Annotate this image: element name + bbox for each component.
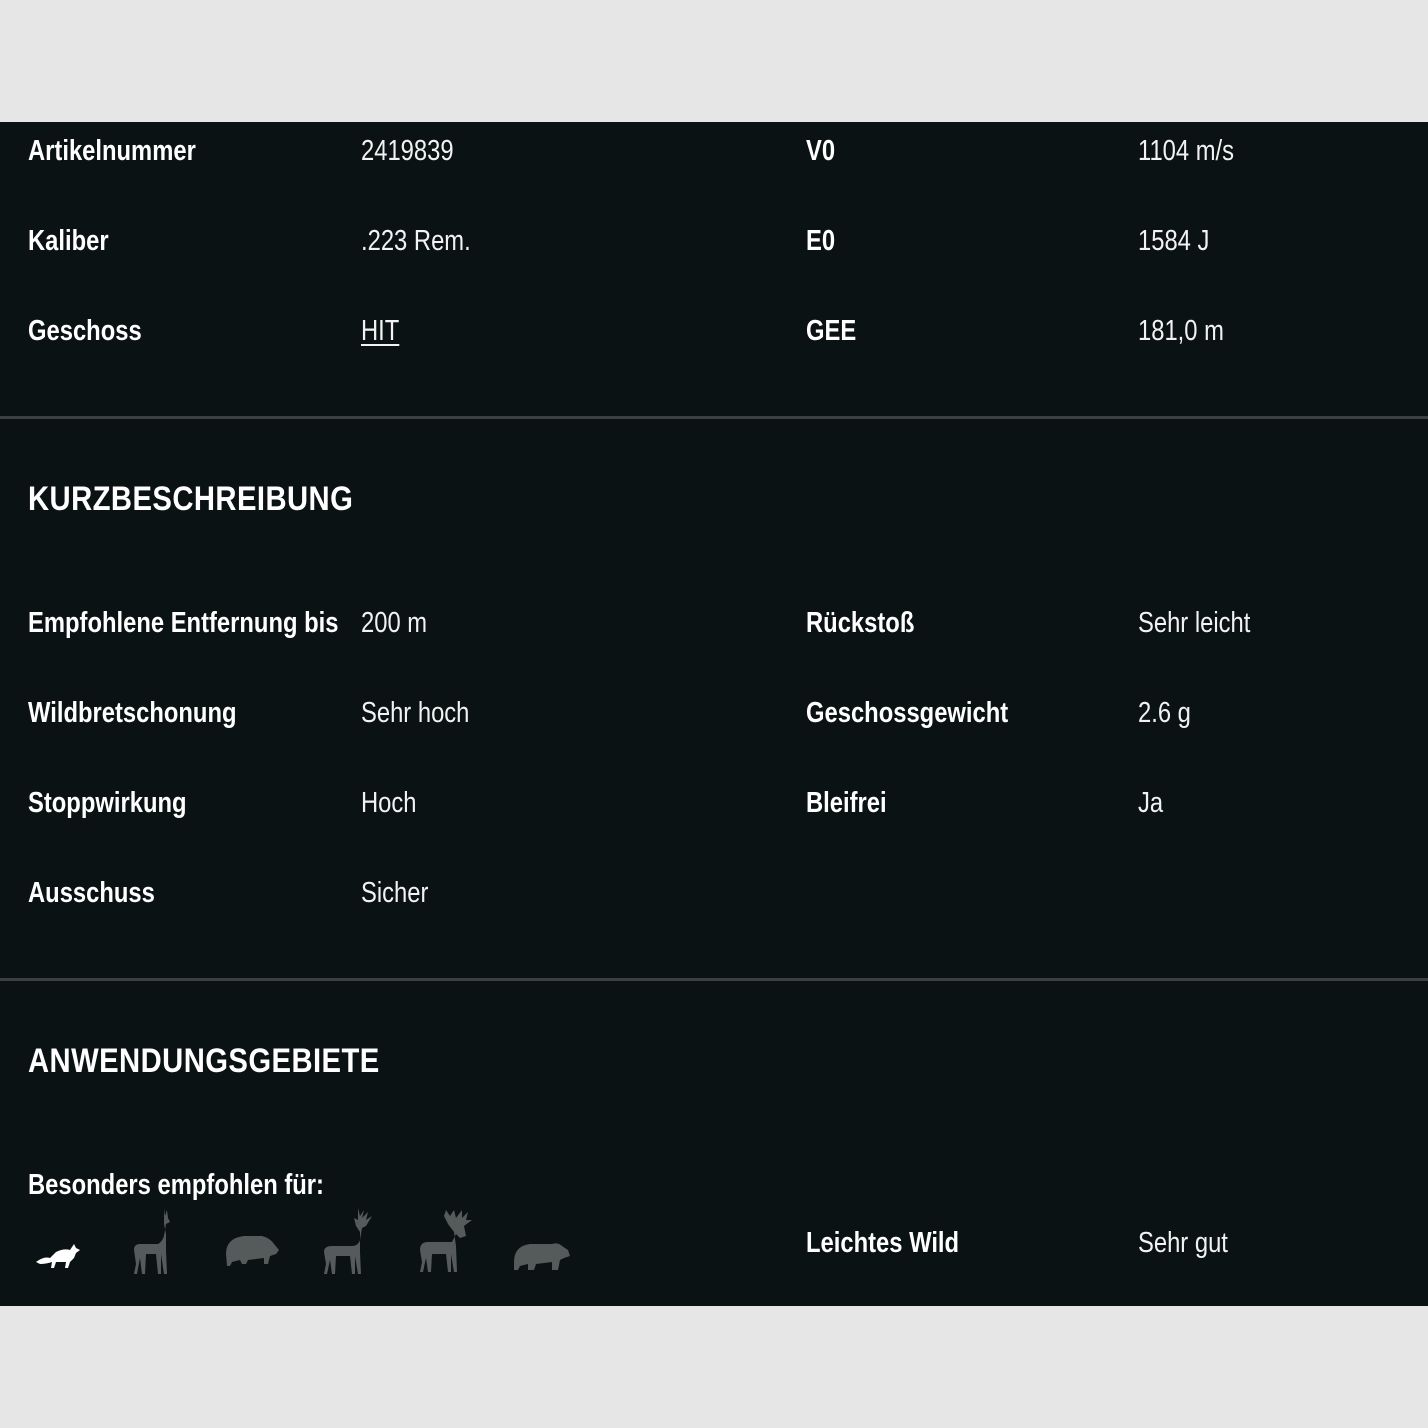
product-details-panel [0, 122, 1428, 1306]
spec-label: Artikelnummer [28, 135, 196, 167]
spec-value: .223 Rem. [361, 225, 471, 257]
recommended-label: Besonders empfohlen für: [28, 1169, 324, 1201]
spec-label: Geschoss [28, 315, 142, 347]
spec-value: Sehr leicht [1138, 607, 1251, 639]
spec-row [0, 598, 1428, 648]
spec-value: Hoch [361, 787, 417, 819]
rating-label: Leichtes Wild [806, 1227, 960, 1259]
spec-label: Geschossgewicht [806, 697, 1009, 729]
spec-value: 2419839 [361, 135, 454, 167]
spec-row [0, 688, 1428, 738]
game-animal-icons [28, 1206, 588, 1276]
spec-value: 2.6 g [1138, 697, 1191, 729]
spec-label: Stoppwirkung [28, 787, 187, 819]
spec-label: Bleifrei [806, 787, 887, 819]
section-heading-anwendungsgebiete: ANWENDUNGSGEBIETE [28, 1042, 380, 1080]
moose-icon[interactable] [416, 1206, 474, 1276]
roe-deer-icon[interactable] [128, 1206, 176, 1276]
spec-value: Sehr hoch [361, 697, 470, 729]
spec-label: E0 [806, 225, 836, 257]
spec-label: Empfohlene Entfernung bis [28, 607, 339, 639]
spec-label: GEE [806, 315, 857, 347]
section-heading-kurzbeschreibung: KURZBESCHREIBUNG [28, 480, 354, 518]
spec-label: Ausschuss [28, 877, 155, 909]
rating-value: Sehr gut [1138, 1227, 1228, 1259]
section-divider [0, 416, 1428, 419]
spec-label: Kaliber [28, 225, 109, 257]
spec-value: 1584 J [1138, 225, 1210, 257]
fox-icon[interactable] [34, 1206, 82, 1276]
spec-value: 200 m [361, 607, 428, 639]
red-deer-icon[interactable] [320, 1206, 376, 1276]
spec-row [0, 778, 1428, 828]
spec-row [0, 868, 1428, 918]
wild-boar-icon[interactable] [224, 1206, 280, 1276]
spec-label: Rückstoß [806, 607, 915, 639]
section-divider [0, 978, 1428, 981]
spec-label: Wildbretschonung [28, 697, 237, 729]
spec-row [0, 126, 1428, 176]
spec-value: Ja [1138, 787, 1164, 819]
spec-label: V0 [806, 135, 836, 167]
bullet-link[interactable]: HIT [361, 315, 400, 347]
spec-row [0, 216, 1428, 266]
spec-value: 181,0 m [1138, 315, 1224, 347]
spec-value: 1104 m/s [1138, 135, 1235, 167]
spec-row [0, 306, 1428, 356]
spec-value: Sicher [361, 877, 429, 909]
bear-icon[interactable] [512, 1206, 572, 1276]
